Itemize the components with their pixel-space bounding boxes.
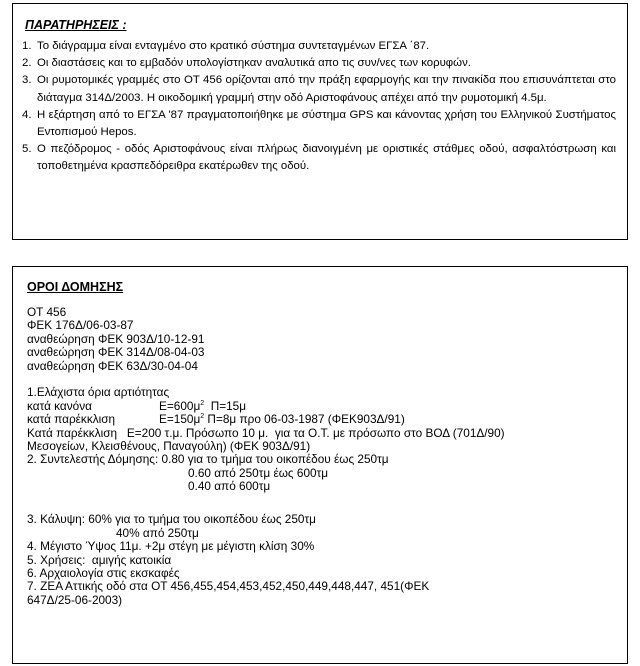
coefficient-line: 2. Συντελεστής Δόμησης: 0.80 για το τμήμα του οικοπέδου έως 250τμ [27, 452, 389, 467]
exception2-continued: Μεσογείων, Κλεισθένους, Παναγούλη) (ΦΕΚ 903Δ/91) [27, 438, 311, 453]
note-text: Η εξάρτηση από το ΕΓΣΑ '87 πραγματοποιήθηκε με σύστημα GPS και κάνοντας χρήση του Ελληνικού Συστήματος Εντοπισμού Hepos. [37, 108, 616, 139]
exception-line [27, 413, 617, 426]
rule-frontage: Π=15μ [204, 398, 247, 413]
coefficient-line: 0.60 από 250τμ έως 600τμ [188, 465, 329, 480]
zea-line: 647Δ/25-06-2003) [27, 592, 123, 607]
rule-line [27, 400, 617, 413]
terms-body [27, 306, 617, 607]
note-number: 2. [22, 57, 32, 70]
note-number: 3. [22, 74, 32, 87]
rule-area-sup: 2 [200, 399, 205, 407]
note-item [22, 72, 616, 106]
exception-rest: Π=8μ προ 06-03-1987 (ΦΕΚ903Δ/91) [204, 412, 405, 427]
exception-area: Ε=150μ [159, 412, 201, 427]
coefficient-line: 0.40 από 600τμ [188, 479, 271, 494]
coverage-line: 40% από 250τμ [116, 525, 199, 540]
note-number: 1. [22, 40, 32, 52]
zea-line: 7. ΖΕΑ Αττικής οδό στα ΟΤ 456,455,454,453,452,450,449,448,447, 451(ΦΕΚ [27, 579, 430, 594]
revision-line: αναθεώρηση ΦΕΚ 903Δ/10-12-91 [27, 331, 205, 346]
notes-list [22, 38, 616, 176]
note-number: 4. [22, 108, 32, 121]
uses-line: 5. Χρήσεις: αμιγής κατοικία [27, 552, 172, 567]
note-text: Οι ρυμοτομικές γραμμές στο ΟΤ 456 ορίζονται από την πράξη εφαρμογής και την πινακίδα που επισυνάπτεται στο διάταγμα 314Δ/2003. Η οικοδομική γραμμή στην οδό Αριστοφάνους απέχει από την ρυμοτομική 4.5μ. [37, 74, 616, 104]
terms-title: ΟΡΟΙ ΔΟΜΗΣΗΣ [27, 280, 124, 294]
coverage-line: 3. Κάλυψη: 60% για το τμήμα του οικοπέδου έως 250τμ [27, 512, 316, 527]
note-text: Ο πεζόδρομος - οδός Αριστοφάνους είναι πλήρως διανοιγμένη με οριστικές στάθμες οδού, ασφαλτόστρωση και τοποθετημένα κρασπεδόρειθρα εκατέρωθεν της οδού. [37, 143, 616, 173]
archaeology-line: 6. Αρχαιολογία στις εκσκαφές [27, 566, 180, 581]
note-item [22, 55, 616, 72]
note-number: 5. [22, 143, 32, 156]
min-limits-title: 1.Ελάχιστα όρια αρτιότητας [27, 385, 170, 400]
ot-line: ΟΤ 456 [27, 305, 67, 319]
exception2-line: Κατά παρέκκλιση Ε=200 τ.μ. Πρόσωπο 10 μ. για τα Ο.Τ. με πρόσωπο στο ΒΟΔ (701Δ/90) [27, 425, 505, 440]
rule-area: Ε=600μ [159, 398, 201, 413]
note-text: Το διάγραμμα είναι ενταγμένο στο κρατικό σύστημα συντεταγμένων ΕΓΣΑ ΄87. [37, 40, 430, 52]
exception-label: κατά παρέκκλιση [27, 412, 116, 427]
fek-line: ΦΕΚ 176Δ/06-03-87 [27, 318, 134, 333]
note-item [22, 38, 616, 55]
notes-title: ΠΑΡΑΤΗΡΗΣΕΙΣ : [25, 18, 127, 32]
notes-box [12, 3, 628, 240]
note-item [22, 107, 616, 141]
revision-line: αναθεώρηση ΦΕΚ 314Δ/08-04-03 [27, 345, 205, 360]
revision-line: αναθεώρηση ΦΕΚ 63Δ/30-04-04 [27, 358, 198, 373]
note-item [22, 141, 616, 175]
rule-label: κατά κανόνα [27, 398, 92, 413]
height-line: 4. Μέγιστο Ύψος 11μ. +2μ στέγη με μέγιστη κλίση 30% [27, 539, 315, 554]
note-text: Οι διαστάσεις και το εμβαδόν υπολογίστηκαν αναλυτικά απο τις συν/νες των κορυφών. [37, 57, 471, 70]
exception-area-sup: 2 [200, 413, 205, 421]
building-terms-box [12, 266, 628, 664]
